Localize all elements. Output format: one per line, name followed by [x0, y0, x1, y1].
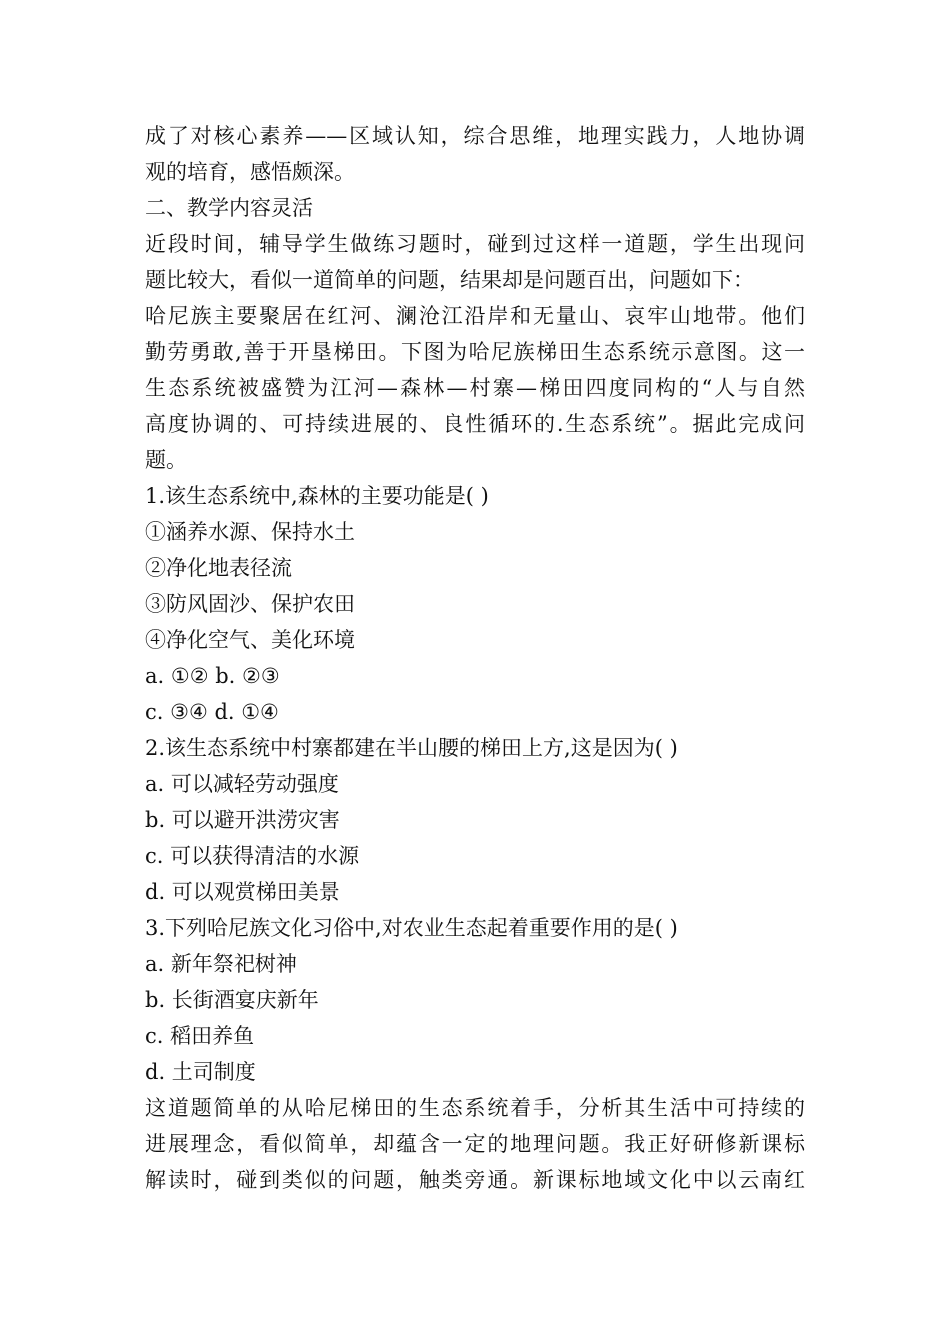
- question-stem: 3.下列哈尼族文化习俗中,对农业生态起着重要作用的是( ): [145, 916, 678, 940]
- answer-choice: c. ③④ d. ①④: [145, 700, 279, 724]
- document-page: [145, 118, 805, 1198]
- answer-choice: c. 稻田养鱼: [145, 1024, 255, 1048]
- paragraph-line: 勤劳勇敢,善于开垦梯田。下图为哈尼族梯田生态系统示意图。这一: [145, 340, 805, 364]
- paragraph-line: 近段时间，辅导学生做练习题时，碰到过这样一道题，学生出现问: [145, 232, 805, 256]
- answer-choice: a. 可以减轻劳动强度: [145, 772, 339, 796]
- paragraph-line: 高度协调的、可持续进展的、良性循环的.生态系统”。据此完成问: [145, 412, 805, 436]
- question-item: ①涵养水源、保持水土: [145, 520, 355, 544]
- paragraph-line: 进展理念，看似简单，却蕴含一定的地理问题。我正好研修新课标: [145, 1132, 805, 1156]
- paragraph-line: 题。: [145, 448, 187, 472]
- paragraph-line: 生态系统被盛赞为江河—森林—村寨—梯田四度同构的“人与自然: [145, 376, 805, 400]
- paragraph-line: 这道题简单的从哈尼梯田的生态系统着手，分析其生活中可持续的: [145, 1096, 805, 1120]
- answer-choice: d. 土司制度: [145, 1060, 256, 1084]
- paragraph-line: 题比较大，看似一道简单的问题，结果却是问题百出，问题如下：: [145, 268, 754, 292]
- paragraph-line: 观的培育，感悟颇深。: [145, 160, 355, 184]
- answer-choice: a. 新年祭祀树神: [145, 952, 297, 976]
- question-item: ③防风固沙、保护农田: [145, 592, 355, 616]
- answer-choice: c. 可以获得清洁的水源: [145, 844, 360, 868]
- question-stem: 2.该生态系统中村寨都建在半山腰的梯田上方,这是因为( ): [145, 736, 678, 760]
- answer-choice: b. 长街酒宴庆新年: [145, 988, 319, 1012]
- answer-choice: d. 可以观赏梯田美景: [145, 880, 340, 904]
- answer-choice: b. 可以避开洪涝灾害: [145, 808, 340, 832]
- question-item: ②净化地表径流: [145, 556, 292, 580]
- answer-choice: a. ①② b. ②③: [145, 664, 280, 688]
- paragraph-line: 解读时，碰到类似的问题，触类旁通。新课标地域文化中以云南红: [145, 1168, 805, 1192]
- question-item: ④净化空气、美化环境: [145, 628, 355, 652]
- paragraph-line: 成了对核心素养——区域认知，综合思维，地理实践力，人地协调: [145, 124, 805, 148]
- paragraph-line: 哈尼族主要聚居在红河、澜沧江沿岸和无量山、哀牢山地带。他们: [145, 304, 805, 328]
- question-stem: 1.该生态系统中,森林的主要功能是( ): [145, 484, 489, 508]
- section-heading: 二、教学内容灵活: [145, 196, 313, 220]
